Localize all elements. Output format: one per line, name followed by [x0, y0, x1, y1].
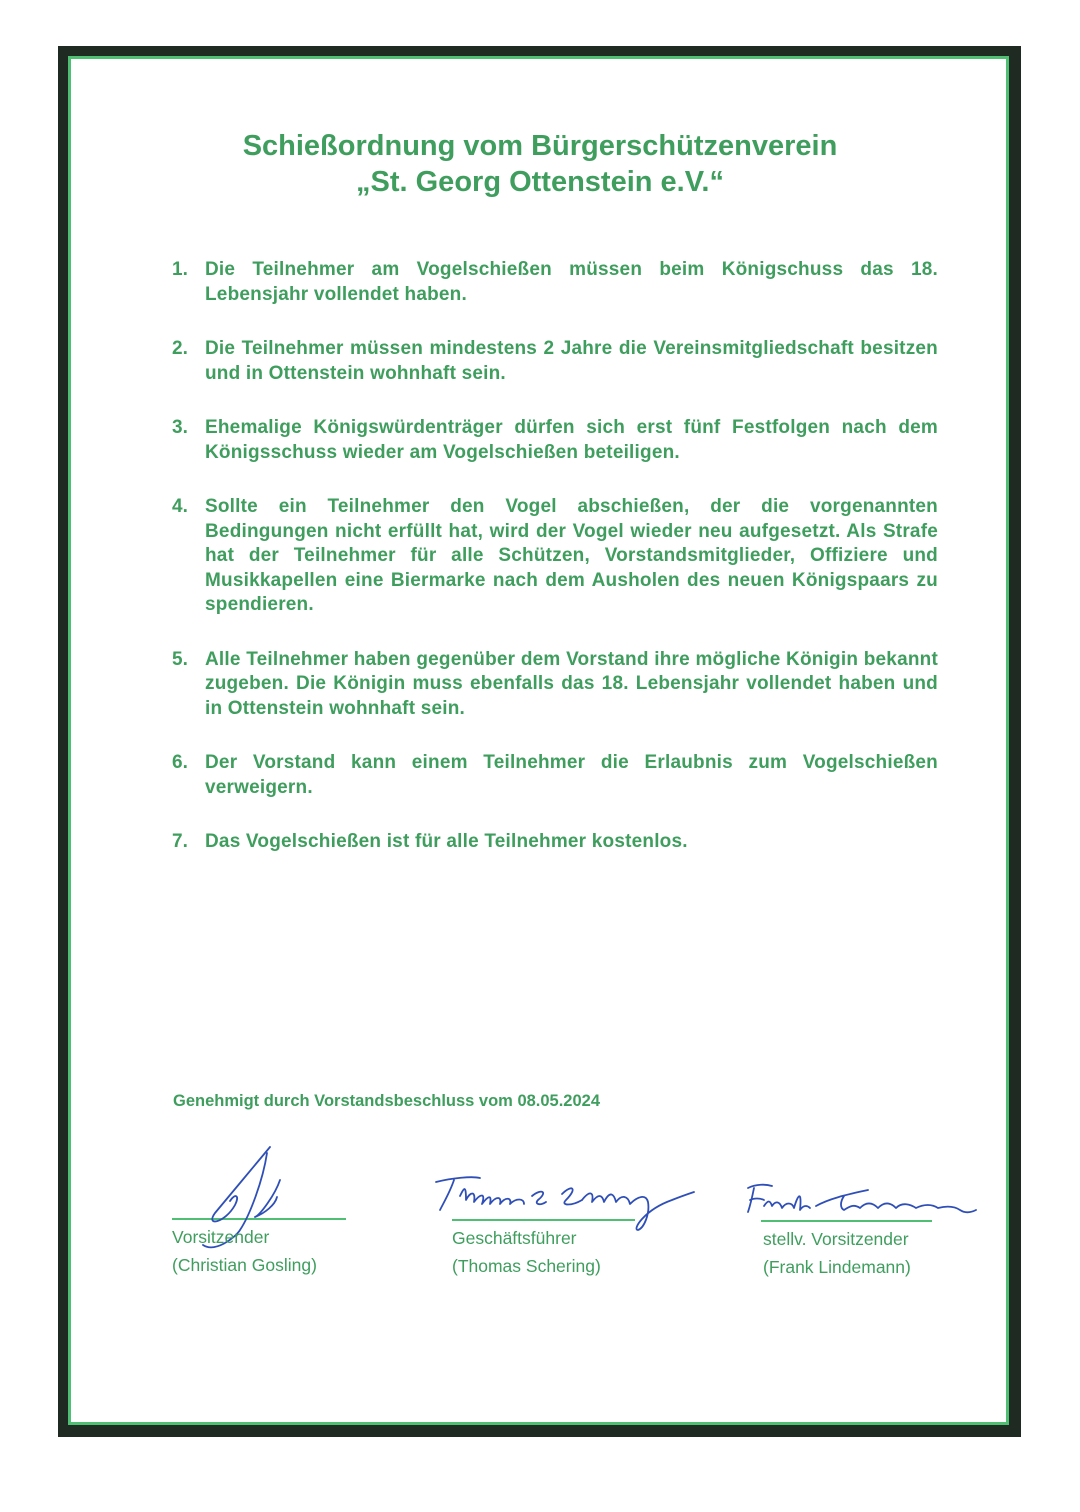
- signatory-role: Geschäftsführer: [452, 1228, 577, 1248]
- rule-text: Das Vogelschießen ist für alle Teilnehmer kostenlos.: [205, 831, 688, 852]
- rule-number: 2.: [172, 338, 188, 359]
- title-line-1: Schießordnung vom Bürgerschützenverein: [242, 130, 838, 162]
- rule-item: [172, 416, 938, 465]
- rules-list: [172, 258, 938, 885]
- rule-item: [172, 258, 938, 307]
- rule-number: 5.: [172, 648, 188, 670]
- rule-number: 6.: [172, 752, 188, 773]
- rule-item: [172, 830, 938, 855]
- signatory-name: (Thomas Schering): [452, 1256, 601, 1276]
- title-line-2: „St. Georg Ottenstein e.V.“: [356, 166, 724, 198]
- rule-number: 3.: [172, 417, 188, 438]
- rule-item: [172, 751, 938, 800]
- rule-text: Die Teilnehmer müssen mindestens 2 Jahre die Vereinsmitgliedschaft besitzen und in Ottenstein wohnhaft sein.: [205, 338, 938, 384]
- signatory-role: stellv. Vorsitzender: [763, 1229, 909, 1249]
- signatory-name: (Christian Gosling): [172, 1255, 317, 1275]
- rule-text: Alle Teilnehmer haben gegenüber dem Vorstand ihre mögliche Königin bekannt zugeben. Die Königin muss ebenfalls das 18. Lebensjahr vollendet haben und in Ottenstein wohnhaft sein.: [205, 648, 938, 719]
- rule-number: 1.: [172, 259, 188, 280]
- signatory-3: [763, 1225, 911, 1281]
- rule-item: [172, 648, 938, 722]
- rule-item: [172, 337, 938, 386]
- signatory-name: (Frank Lindemann): [763, 1257, 911, 1277]
- rule-text: Der Vorstand kann einem Teilnehmer die Erlaubnis zum Vogelschießen verweigern.: [205, 752, 938, 798]
- approval-note: Genehmigt durch Vorstandsbeschluss vom 08.05.2024: [173, 1092, 601, 1110]
- signatory-2: [452, 1224, 601, 1280]
- rule-text: Die Teilnehmer am Vogelschießen müssen beim Königschuss das 18. Lebensjahr vollendet haben.: [205, 259, 938, 305]
- signatory-1: [172, 1223, 317, 1279]
- rule-text: Ehemalige Königswürdenträger dürfen sich erst fünf Festfolgen nach dem Königsschuss wieder am Vogelschießen beteiligen.: [205, 417, 938, 463]
- signature-frank-lindemann-icon: [740, 1180, 990, 1225]
- rule-text: Sollte ein Teilnehmer den Vogel abschießen, der die vorgenannten Bedingungen nicht erfüllt hat, wird der Vogel wieder neu aufgesetzt. Als Strafe hat der Teilnehmer für alle Schützen, Vorstandsmitglieder, Offiziere und Musikkapellen eine Biermarke nach dem Ausholen des neuen Königspaars zu spendieren.: [205, 496, 938, 615]
- signatory-role: Vorsitzender: [172, 1227, 270, 1247]
- rule-number: 4.: [172, 496, 188, 517]
- rule-number: 7.: [172, 831, 188, 852]
- rule-item: [172, 495, 938, 618]
- document-title: [0, 128, 1080, 200]
